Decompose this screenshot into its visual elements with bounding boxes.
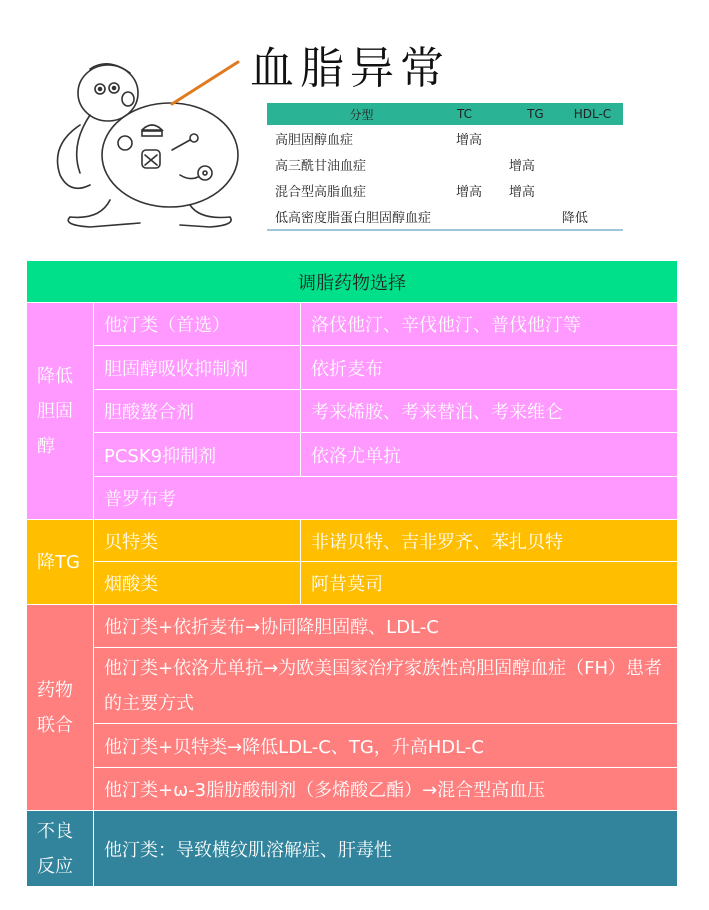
drug-examples-cell: 洛伐他汀、辛伐他汀、普伐他汀等 [301, 303, 678, 346]
tc-cell [456, 203, 509, 230]
column-header: TG [509, 103, 562, 125]
tg-cell: 增高 [508, 184, 535, 200]
lipid-classification-table [267, 103, 623, 231]
type-cell: 低高密度脂蛋白胆固醇血症 [267, 203, 456, 230]
type-cell: 高三酰甘油血症 [275, 158, 367, 174]
column-header: TC [456, 103, 509, 125]
hdl-cell [562, 177, 623, 203]
drug-class-cell: 胆固醇吸收抑制剂 [94, 346, 301, 390]
type-cell: 混合型高脂血症 [275, 184, 367, 200]
drug-examples-cell: 依折麦布 [301, 346, 678, 390]
drug-examples-cell: 非诺贝特、吉非罗齐、苯扎贝特 [301, 520, 678, 562]
table-row [267, 151, 623, 177]
adverse-cell: 他汀类：导致横纹肌溶解症、肝毒性 [94, 811, 678, 887]
hdl-cell: 降低 [562, 203, 623, 230]
drug-class-cell: 烟酸类 [94, 562, 301, 605]
combination-cell: 他汀类+贝特类→降低LDL-C、TG，升高HDL-C [94, 724, 678, 768]
drug-selection-table [26, 260, 678, 887]
drug-class-cell: 贝特类 [94, 520, 301, 562]
table-row [267, 177, 623, 203]
category-lower-tg: 降TG [27, 520, 94, 605]
drug-class-cell: 普罗布考 [94, 477, 678, 520]
hdl-cell [562, 125, 623, 151]
combination-cell: 他汀类+ω-3脂肪酸制剂（多烯酸乙酯）→混合型高血压 [94, 768, 678, 811]
drug-table-title: 调脂药物选择 [27, 261, 678, 303]
category-lower-cholesterol: 降低胆固醇 [27, 303, 94, 520]
column-header: HDL-C [562, 103, 623, 125]
category-adverse: 不良反应 [27, 811, 94, 887]
tc-cell: 增高 [455, 132, 482, 148]
combination-cell: 他汀类+依洛尤单抗→为欧美国家治疗家族性高胆固醇血症（FH）患者的主要方式 [94, 648, 678, 724]
hdl-cell [562, 151, 623, 177]
category-combination: 药物联合 [27, 605, 94, 811]
tg-cell [509, 125, 562, 151]
drug-examples-cell: 依洛尤单抗 [301, 433, 678, 477]
tc-cell [456, 151, 509, 177]
page-title: 血脂异常 [250, 43, 450, 94]
type-cell: 高胆固醇血症 [275, 132, 354, 148]
drug-class-cell: 他汀类（首选） [94, 303, 301, 346]
tg-cell [509, 203, 562, 230]
combination-cell: 他汀类+依折麦布→协同降胆固醇、LDL-C [94, 605, 678, 648]
drug-class-cell: 胆酸螯合剂 [94, 390, 301, 433]
drug-examples-cell: 阿昔莫司 [301, 562, 678, 605]
drug-class-cell: PCSK9抑制剂 [94, 433, 301, 477]
drug-examples-cell: 考来烯胺、考来替泊、考来维仑 [301, 390, 678, 433]
table-row [267, 203, 623, 230]
column-header: 分型 [267, 103, 456, 125]
table-row [267, 125, 623, 151]
tc-cell: 增高 [455, 184, 482, 200]
tg-cell: 增高 [508, 158, 535, 174]
